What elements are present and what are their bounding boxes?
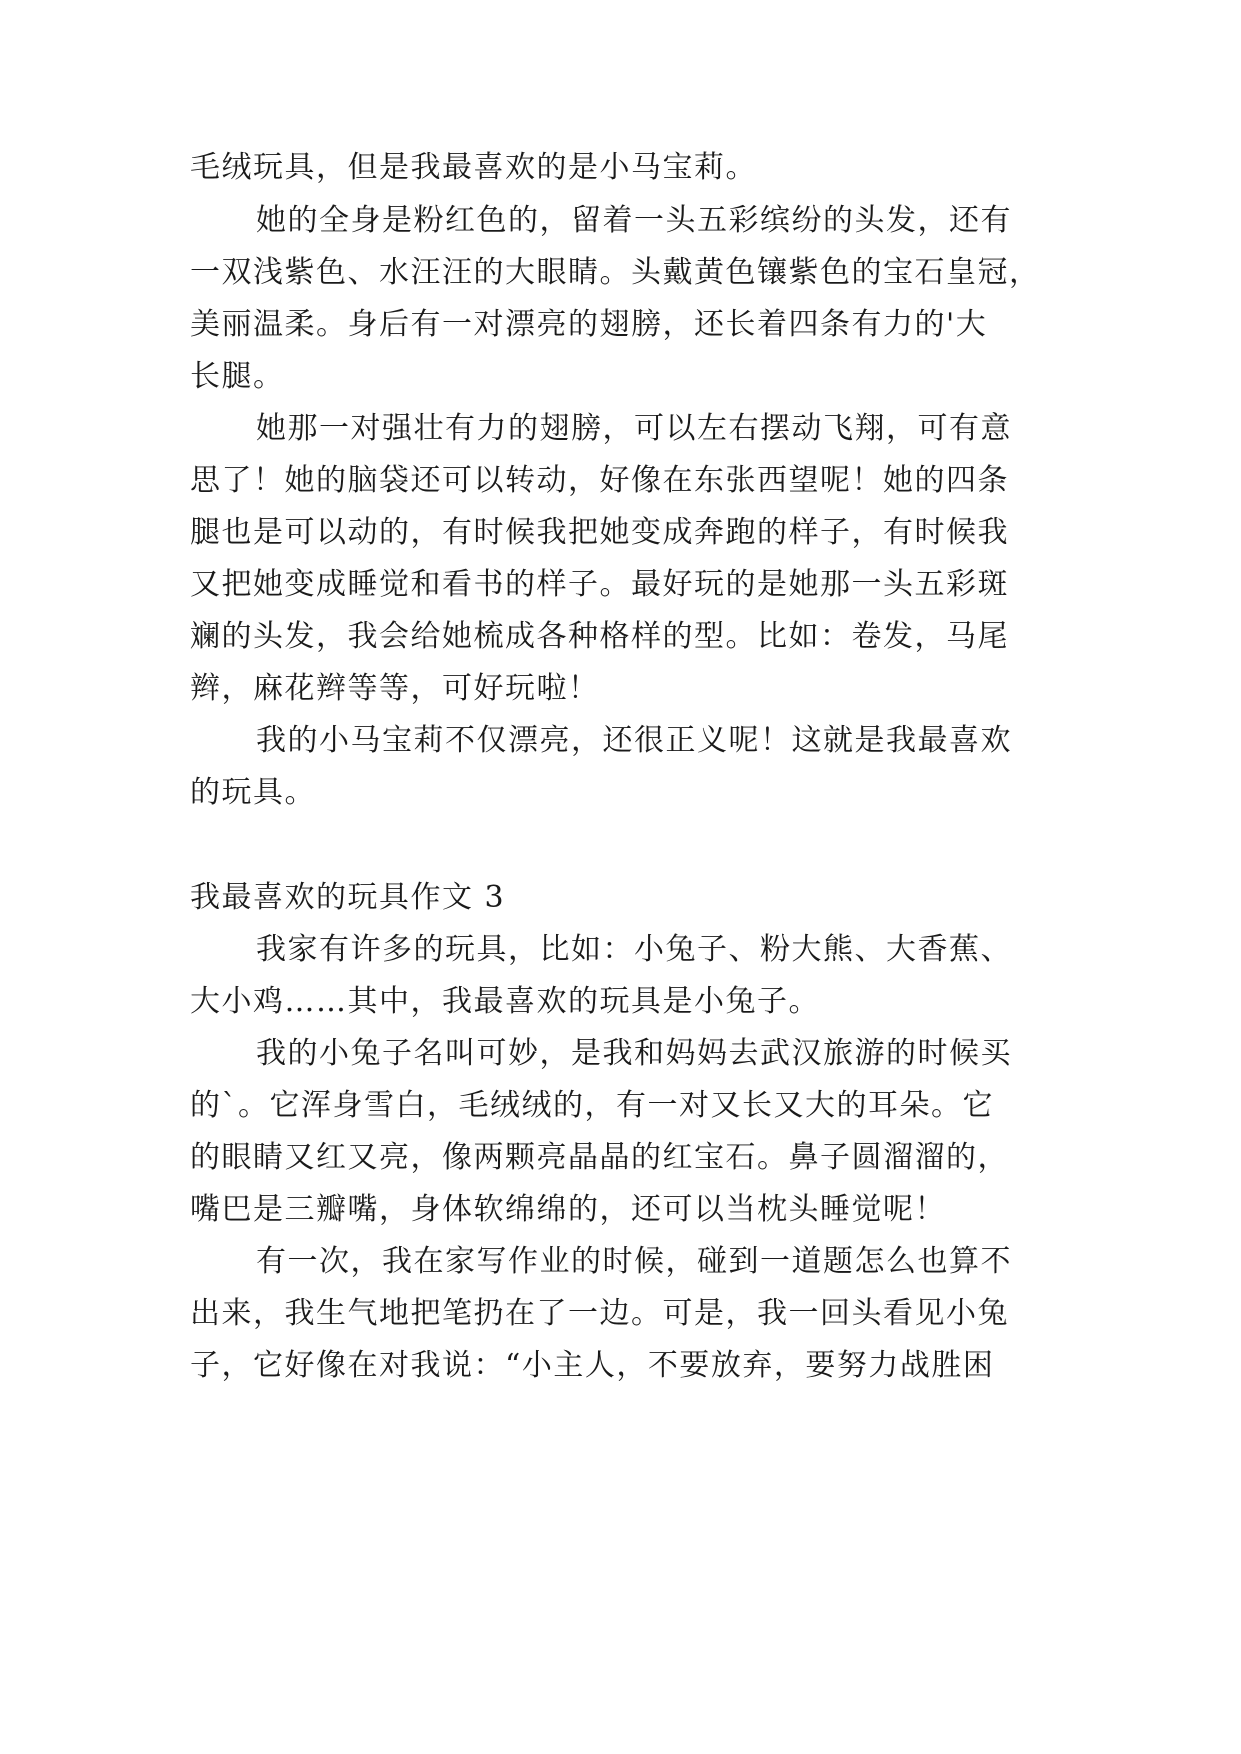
text-line: 大小鸡……其中，我最喜欢的玩具是小兔子。 [190,984,820,1019]
text-line: 的眼睛又红又亮，像两颗亮晶晶的红宝石。鼻子圆溜溜的， [190,1140,1009,1175]
text-line: 的`。它浑身雪白，毛绒绒的，有一对又长又大的耳朵。它 [190,1088,994,1123]
text-line: 辫，麻花辫等等，可好玩啦！ [190,671,600,706]
text-line: 嘴巴是三瓣嘴，身体软绵绵的，还可以当枕头睡觉呢！ [190,1192,946,1227]
paragraph-first-line: 她的全身是粉红色的，留着一头五彩缤纷的头发，还有 [256,203,1012,238]
text-line: 的玩具。 [190,775,316,810]
paragraph-first-line: 我的小马宝莉不仅漂亮，还很正义呢！这就是我最喜欢 [256,723,1012,758]
text-line: 又把她变成睡觉和看书的样子。最好玩的是她那一头五彩斑 [190,567,1009,602]
text-line: 毛绒玩具，但是我最喜欢的是小马宝莉。 [190,150,757,185]
paragraph-first-line: 她那一对强壮有力的翅膀，可以左右摆动飞翔，可有意 [256,411,1012,446]
text-line: 子，它好像在对我说：“小主人，不要放弃，要努力战胜困 [190,1348,995,1383]
paragraph-first-line: 我的小兔子名叫可妙，是我和妈妈去武汉旅游的时候买 [256,1036,1012,1071]
text-line: 斓的头发，我会给她梳成各种格样的型。比如：卷发，马尾 [190,619,1009,654]
text-line: 出来，我生气地把笔扔在了一边。可是，我一回头看见小兔 [190,1296,1009,1331]
text-line: 美丽温柔。身后有一对漂亮的翅膀，还长着四条有力的'大 [190,307,988,342]
text-line: 腿也是可以动的，有时候我把她变成奔跑的样子，有时候我 [190,515,1009,550]
text-line: 思了！她的脑袋还可以转动，好像在东张西望呢！她的四条 [190,463,1009,498]
text-line: 一双浅紫色、水汪汪的大眼睛。头戴黄色镶紫色的宝石皇冠， [190,255,1041,290]
section-heading: 我最喜欢的玩具作文 3 [190,880,506,915]
paragraph-first-line: 有一次，我在家写作业的时候，碰到一道题怎么也算不 [256,1244,1012,1279]
paragraph-first-line: 我家有许多的玩具，比如：小兔子、粉大熊、大香蕉、 [256,932,1012,967]
text-line: 长腿。 [190,359,285,394]
